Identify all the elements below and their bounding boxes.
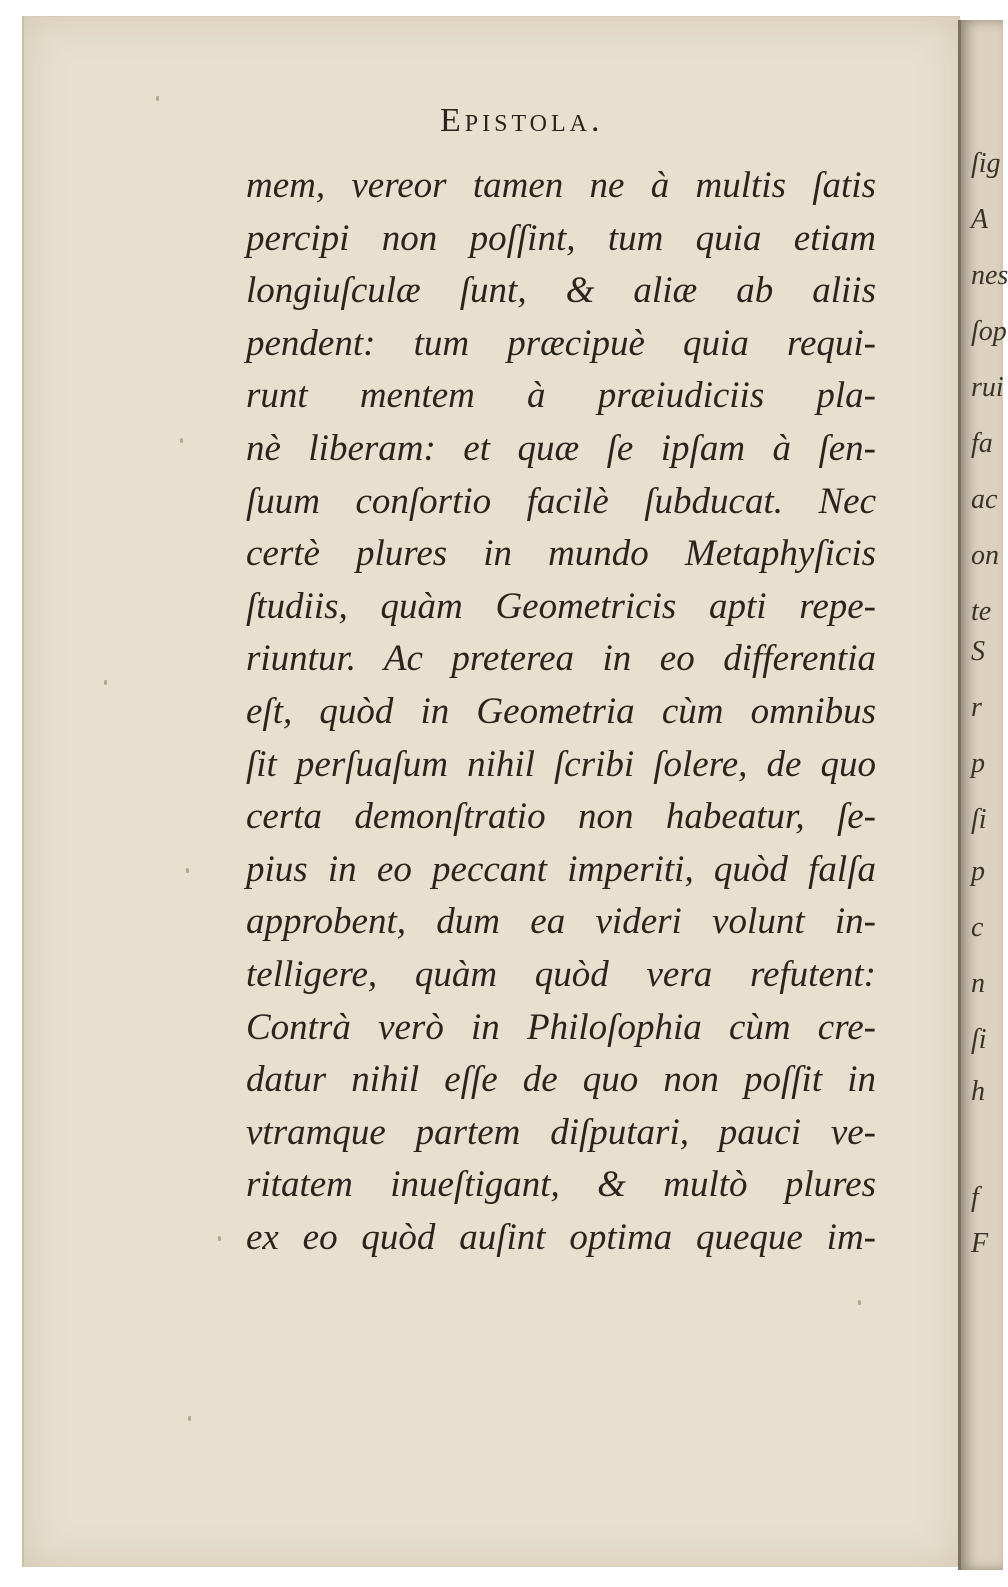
- facing-fragment: fa: [971, 428, 993, 459]
- text-line: datur nihil eſſe de quo non poſſit in: [246, 1059, 876, 1101]
- text-line: longiuſculæ ſunt, & aliæ ab aliis: [246, 270, 876, 312]
- text-line: vtramque partem diſputari, pauci ve-: [246, 1111, 876, 1153]
- text-line: ſuum conſortio facilè ſubducat. Nec: [246, 480, 876, 522]
- text-line: nè liberam: et quæ ſe ipſam à ſen-: [246, 427, 876, 469]
- text-line: approbent, dum ea videri volunt in-: [246, 901, 876, 943]
- facing-fragment: ſig: [971, 148, 1001, 179]
- text-line: ſit perſuaſum nihil ſcribi ſolere, de quo: [246, 743, 876, 785]
- facing-fragment: ſi: [971, 804, 987, 835]
- text-line: pius in eo peccant imperiti, quòd falſa: [246, 848, 876, 890]
- body-text: [246, 160, 876, 1264]
- text-line: ſtudiis, quàm Geometricis apti repe-: [246, 585, 876, 627]
- text-line: riuntur. Ac preterea in eo differentia: [246, 638, 876, 680]
- facing-fragment: p: [971, 856, 985, 887]
- facing-fragment: p: [971, 748, 985, 779]
- facing-fragment: ac: [971, 484, 998, 515]
- running-head: Epistola.: [440, 102, 604, 139]
- facing-fragment: on: [971, 540, 999, 571]
- paper-speck: [180, 438, 183, 443]
- facing-fragment: c: [971, 912, 984, 943]
- facing-fragment: f: [971, 1182, 979, 1213]
- facing-page-edge: [958, 20, 1008, 1570]
- text-line: ex eo quòd auſint optima queque im-: [246, 1216, 876, 1258]
- text-line: percipi non poſſint, tum quia etiam: [246, 217, 876, 259]
- facing-fragment: nes: [971, 260, 1008, 291]
- facing-fragment: h: [971, 1076, 985, 1107]
- paper-speck: [186, 868, 189, 873]
- text-line: runt mentem à præiudiciis pla-: [246, 375, 876, 417]
- paper-speck: [218, 1236, 221, 1241]
- paper-speck: [104, 680, 107, 685]
- paper-speck: [156, 96, 159, 101]
- facing-fragment: n: [971, 968, 985, 999]
- text-line: telligere, quàm quòd vera refutent:: [246, 953, 876, 995]
- text-line: certè plures in mundo Metaphyſicis: [246, 533, 876, 575]
- facing-fragment: te: [971, 596, 992, 627]
- text-line: Contrà verò in Philoſophia cùm cre-: [246, 1006, 876, 1048]
- facing-fragment: rui: [971, 372, 1004, 403]
- facing-fragment: r: [971, 692, 982, 723]
- text-line: mem, vereor tamen ne à multis ſatis: [246, 165, 876, 206]
- facing-fragment: S: [971, 636, 985, 667]
- facing-fragment: ſop: [971, 316, 1007, 347]
- paper-speck: [858, 1300, 861, 1305]
- facing-fragment: A: [971, 204, 989, 235]
- text-line: pendent: tum præcipuè quia requi-: [246, 322, 876, 364]
- facing-fragment: F: [971, 1228, 989, 1259]
- text-line: certa demonſtratio non habeatur, ſe-: [246, 796, 876, 838]
- text-line: ritatem inueſtigant, & multò plures: [246, 1164, 876, 1206]
- paper-speck: [188, 1416, 191, 1421]
- text-line: eſt, quòd in Geometria cùm omnibus: [246, 690, 876, 732]
- facing-fragment: ſi: [971, 1024, 987, 1055]
